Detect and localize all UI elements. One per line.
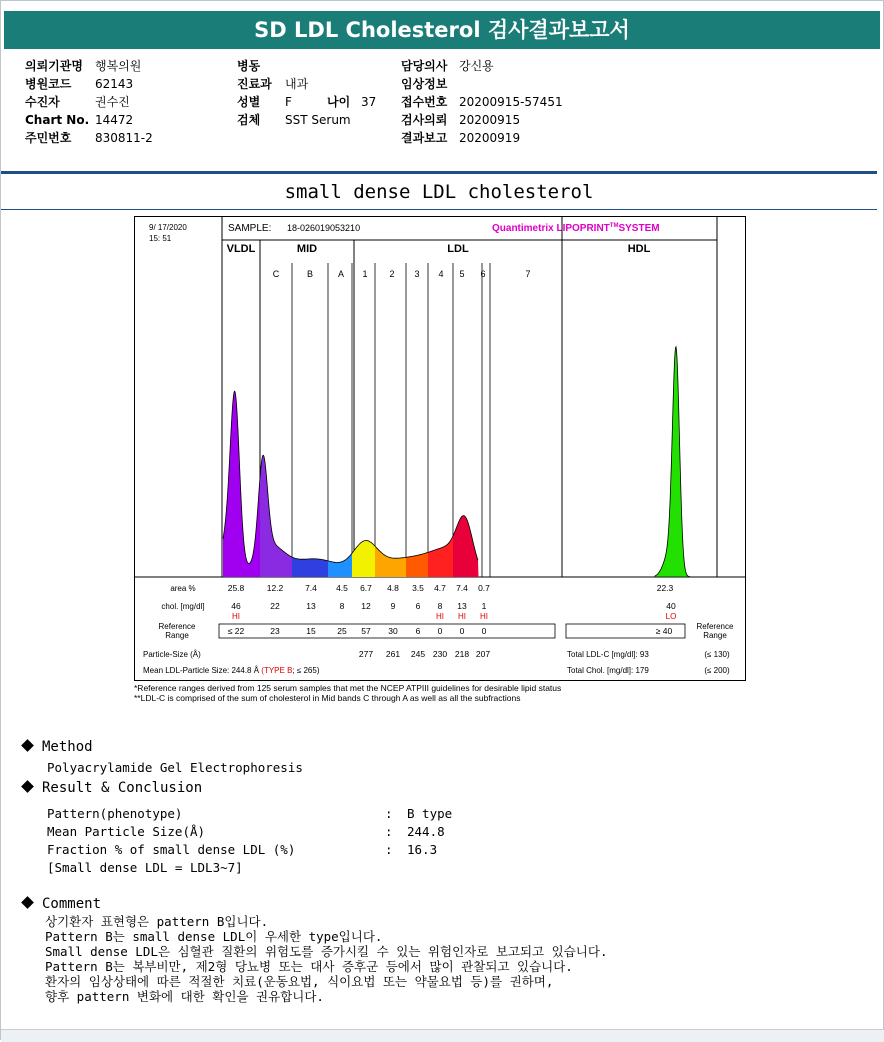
particle-size-label: Particle-Size (Å): [143, 650, 201, 659]
reference-label: Reference: [158, 622, 196, 631]
total-chol: Total Chol. [mg/dl]: 179: [567, 666, 649, 675]
reference-right-label: Reference: [696, 622, 734, 631]
group-label-mid: MID: [296, 243, 318, 255]
method-text: Polyacrylamide Gel Electrophoresis: [47, 760, 303, 775]
age-label: 나이: [327, 95, 351, 109]
band-label: B: [306, 269, 314, 279]
area-value: 7.4: [305, 583, 317, 593]
result-table: [47, 805, 452, 877]
band-labels: [227, 243, 651, 279]
group-label-hdl: HDL: [627, 243, 651, 255]
hdl-chol-value: 40: [666, 601, 676, 611]
reference-value: 6: [415, 626, 421, 636]
band-label: 1: [362, 269, 368, 279]
report-title: SD LDL Cholesterol 검사결과보고서: [4, 11, 880, 49]
info-row-resident-no: 주민번호 830811-2: [25, 131, 153, 145]
chol-flag: HI: [232, 612, 240, 621]
method-heading: Method: [23, 739, 93, 755]
area-value: 0.7: [478, 583, 490, 593]
info-row-sex: 성별 F 나이 37: [237, 95, 377, 109]
section-title: small dense LDL cholesterol: [284, 181, 594, 203]
area-value: 6.7: [360, 583, 372, 593]
info-row-clinical-info: 임상정보: [401, 77, 448, 91]
chol-value: 6: [415, 601, 421, 611]
particle-size-value: 207: [475, 649, 491, 659]
group-label-vldl: VLDL: [226, 243, 256, 255]
comment-line: 향후 pattern 변화에 대한 확인을 권유합니다.: [45, 989, 324, 1004]
particle-size-value: 261: [385, 649, 401, 659]
chol-flag: HI: [436, 612, 444, 621]
footnote-1: *Reference ranges derived from 125 serum samples that met the NCEP ATPIII guidelines for desirable lipid status: [134, 683, 562, 693]
chol-value: 12: [361, 601, 371, 611]
particle-size-value: 230: [432, 649, 448, 659]
reference-value: 0: [459, 626, 465, 636]
info-row-hospital-code: 병원코드 62143: [25, 77, 134, 91]
reference-value: 15: [306, 626, 316, 636]
info-row-department: 진료과 내과: [237, 77, 309, 91]
section-divider-thin: [1, 209, 877, 210]
curve-segment-mid-b: [292, 557, 328, 577]
particle-size-value: 218: [454, 649, 470, 659]
mean-ldl-size: Mean LDL-Particle Size: 244.8 Å (TYPE B; ≤ 265): [143, 666, 320, 675]
band-label: C: [272, 269, 280, 279]
info-row-patient: 수진자 권수진: [25, 95, 130, 109]
age-value: 37: [361, 95, 377, 109]
density-curves: [223, 347, 691, 577]
footnote-2: **LDL-C is comprised of the sum of cholesterol in Mid bands C through A as well as all the subfractions: [134, 693, 521, 703]
total-ldl-reference: (≤ 130): [704, 650, 730, 659]
comment-text: [45, 914, 607, 1004]
reference-value: 57: [361, 626, 371, 636]
comment-heading: Comment: [23, 896, 101, 912]
bottom-bar: [1, 1029, 884, 1042]
particle-size-value: 277: [358, 649, 374, 659]
area-label: area %: [170, 584, 196, 593]
info-left-column: [25, 57, 153, 147]
sample-id: 18-026019053210: [287, 223, 361, 233]
chol-flag: HI: [480, 612, 488, 621]
band-label: 3: [414, 269, 420, 279]
curve-segment-ldl-1: [352, 541, 375, 578]
band-label: 7: [525, 269, 531, 279]
chol-value: 9: [390, 601, 396, 611]
info-row-doctor: 담당의사 강신용: [401, 59, 494, 73]
info-row-report-date: 결과보고 20200919: [401, 131, 521, 145]
section-divider: [1, 171, 877, 174]
reference-value: 0: [481, 626, 487, 636]
brand-logo: Quantimetrix LIPOPRINT™SYSTEM: [492, 223, 660, 234]
chol-value: 8: [339, 601, 345, 611]
chart-time: 15: 51: [149, 234, 172, 243]
reference-value: 23: [270, 626, 280, 636]
result-note: [Small dense LDL = LDL3~7]: [47, 860, 243, 875]
result-row-mean-size: Mean Particle Size(Å) : 244.8: [47, 824, 445, 839]
results-table: [143, 583, 734, 675]
result-row-fraction: Fraction % of small dense LDL (%) : 16.3: [47, 842, 438, 857]
area-value: 7.4: [456, 583, 468, 593]
chol-label: chol. [mg/dl]: [161, 602, 205, 611]
hdl-chol-flag: LO: [665, 612, 677, 621]
band-label: 5: [459, 269, 465, 279]
lipoprint-chart-svg: [135, 217, 745, 680]
reference-value: ≤ 22: [227, 626, 245, 636]
footnotes: [134, 683, 561, 703]
comment-line: Pattern B는 복부비만, 제2형 당뇨병 또는 대사 증후군 등에서 많이 관찰되고 있습니다.: [45, 959, 573, 974]
result-heading: Result & Conclusion: [23, 780, 202, 796]
info-row-ward: 병동: [237, 59, 261, 73]
info-row-institution: 의뢰기관명 행복의원: [25, 59, 142, 73]
area-value: 3.5: [412, 583, 424, 593]
chol-value: 13: [457, 601, 467, 611]
band-label: A: [337, 269, 345, 279]
info-row-request-date: 검사의뢰 20200915: [401, 113, 521, 127]
reference-label: Range: [165, 631, 189, 640]
comment-line: Pattern B는 small dense LDL이 우세한 type입니다.: [45, 929, 383, 944]
chol-value: 13: [306, 601, 316, 611]
particle-size-value: 245: [410, 649, 426, 659]
chol-flag: HI: [458, 612, 466, 621]
diamond-bullet-icon: [21, 780, 34, 793]
info-row-receipt-no: 접수번호 20200915-57451: [401, 95, 563, 109]
curve-segment-mid-c: [260, 455, 292, 577]
comment-line: Small dense LDL은 심혈관 질환의 위험도를 증가시킬 수 있는 위험인자로 보고되고 있습니다.: [45, 944, 608, 959]
chol-value: 46: [231, 601, 241, 611]
total-ldl: Total LDL-C [mg/dl]: 93: [567, 650, 649, 659]
area-value: 25.8: [227, 583, 245, 593]
info-right-column: [401, 57, 563, 147]
comment-line: 상기환자 표현형은 pattern B입니다.: [45, 914, 269, 929]
info-row-specimen: 검체 SST Serum: [237, 113, 351, 127]
reference-value: 0: [437, 626, 443, 636]
area-value: 4.5: [336, 583, 348, 593]
hdl-reference-value: ≥ 40: [655, 626, 673, 636]
chol-value: 8: [437, 601, 443, 611]
hdl-area-value: 22.3: [656, 583, 674, 593]
info-mid-column: [237, 57, 376, 129]
comment-line: 환자의 임상상태에 따른 적절한 치료(운동요법, 식이요법 또는 약물요법 등)를 권하며,: [45, 974, 554, 989]
reference-value: 30: [388, 626, 398, 636]
chol-value: 1: [481, 601, 487, 611]
reference-value: 25: [337, 626, 347, 636]
band-label: 6: [480, 269, 486, 279]
reference-right-label: Range: [703, 631, 727, 640]
diamond-bullet-icon: [21, 739, 34, 752]
diamond-bullet-icon: [21, 896, 34, 909]
area-value: 4.7: [434, 583, 446, 593]
chol-value: 22: [270, 601, 280, 611]
band-label: 2: [389, 269, 395, 279]
band-label: 4: [438, 269, 444, 279]
area-value: 4.8: [387, 583, 399, 593]
chart-date: 9/ 17/2020: [149, 223, 187, 232]
lipoprint-chart: [134, 216, 746, 681]
result-row-pattern: Pattern(phenotype) : B type: [47, 806, 453, 821]
sample-label: SAMPLE:: [228, 223, 272, 234]
total-chol-reference: (≤ 200): [704, 666, 730, 675]
curve-hdl-peak: [655, 347, 691, 577]
curve-segment-ldl-3: [406, 552, 428, 577]
area-value: 12.2: [266, 583, 284, 593]
info-row-chart-no: Chart No. 14472: [25, 113, 134, 127]
group-label-ldl: LDL: [447, 243, 469, 255]
